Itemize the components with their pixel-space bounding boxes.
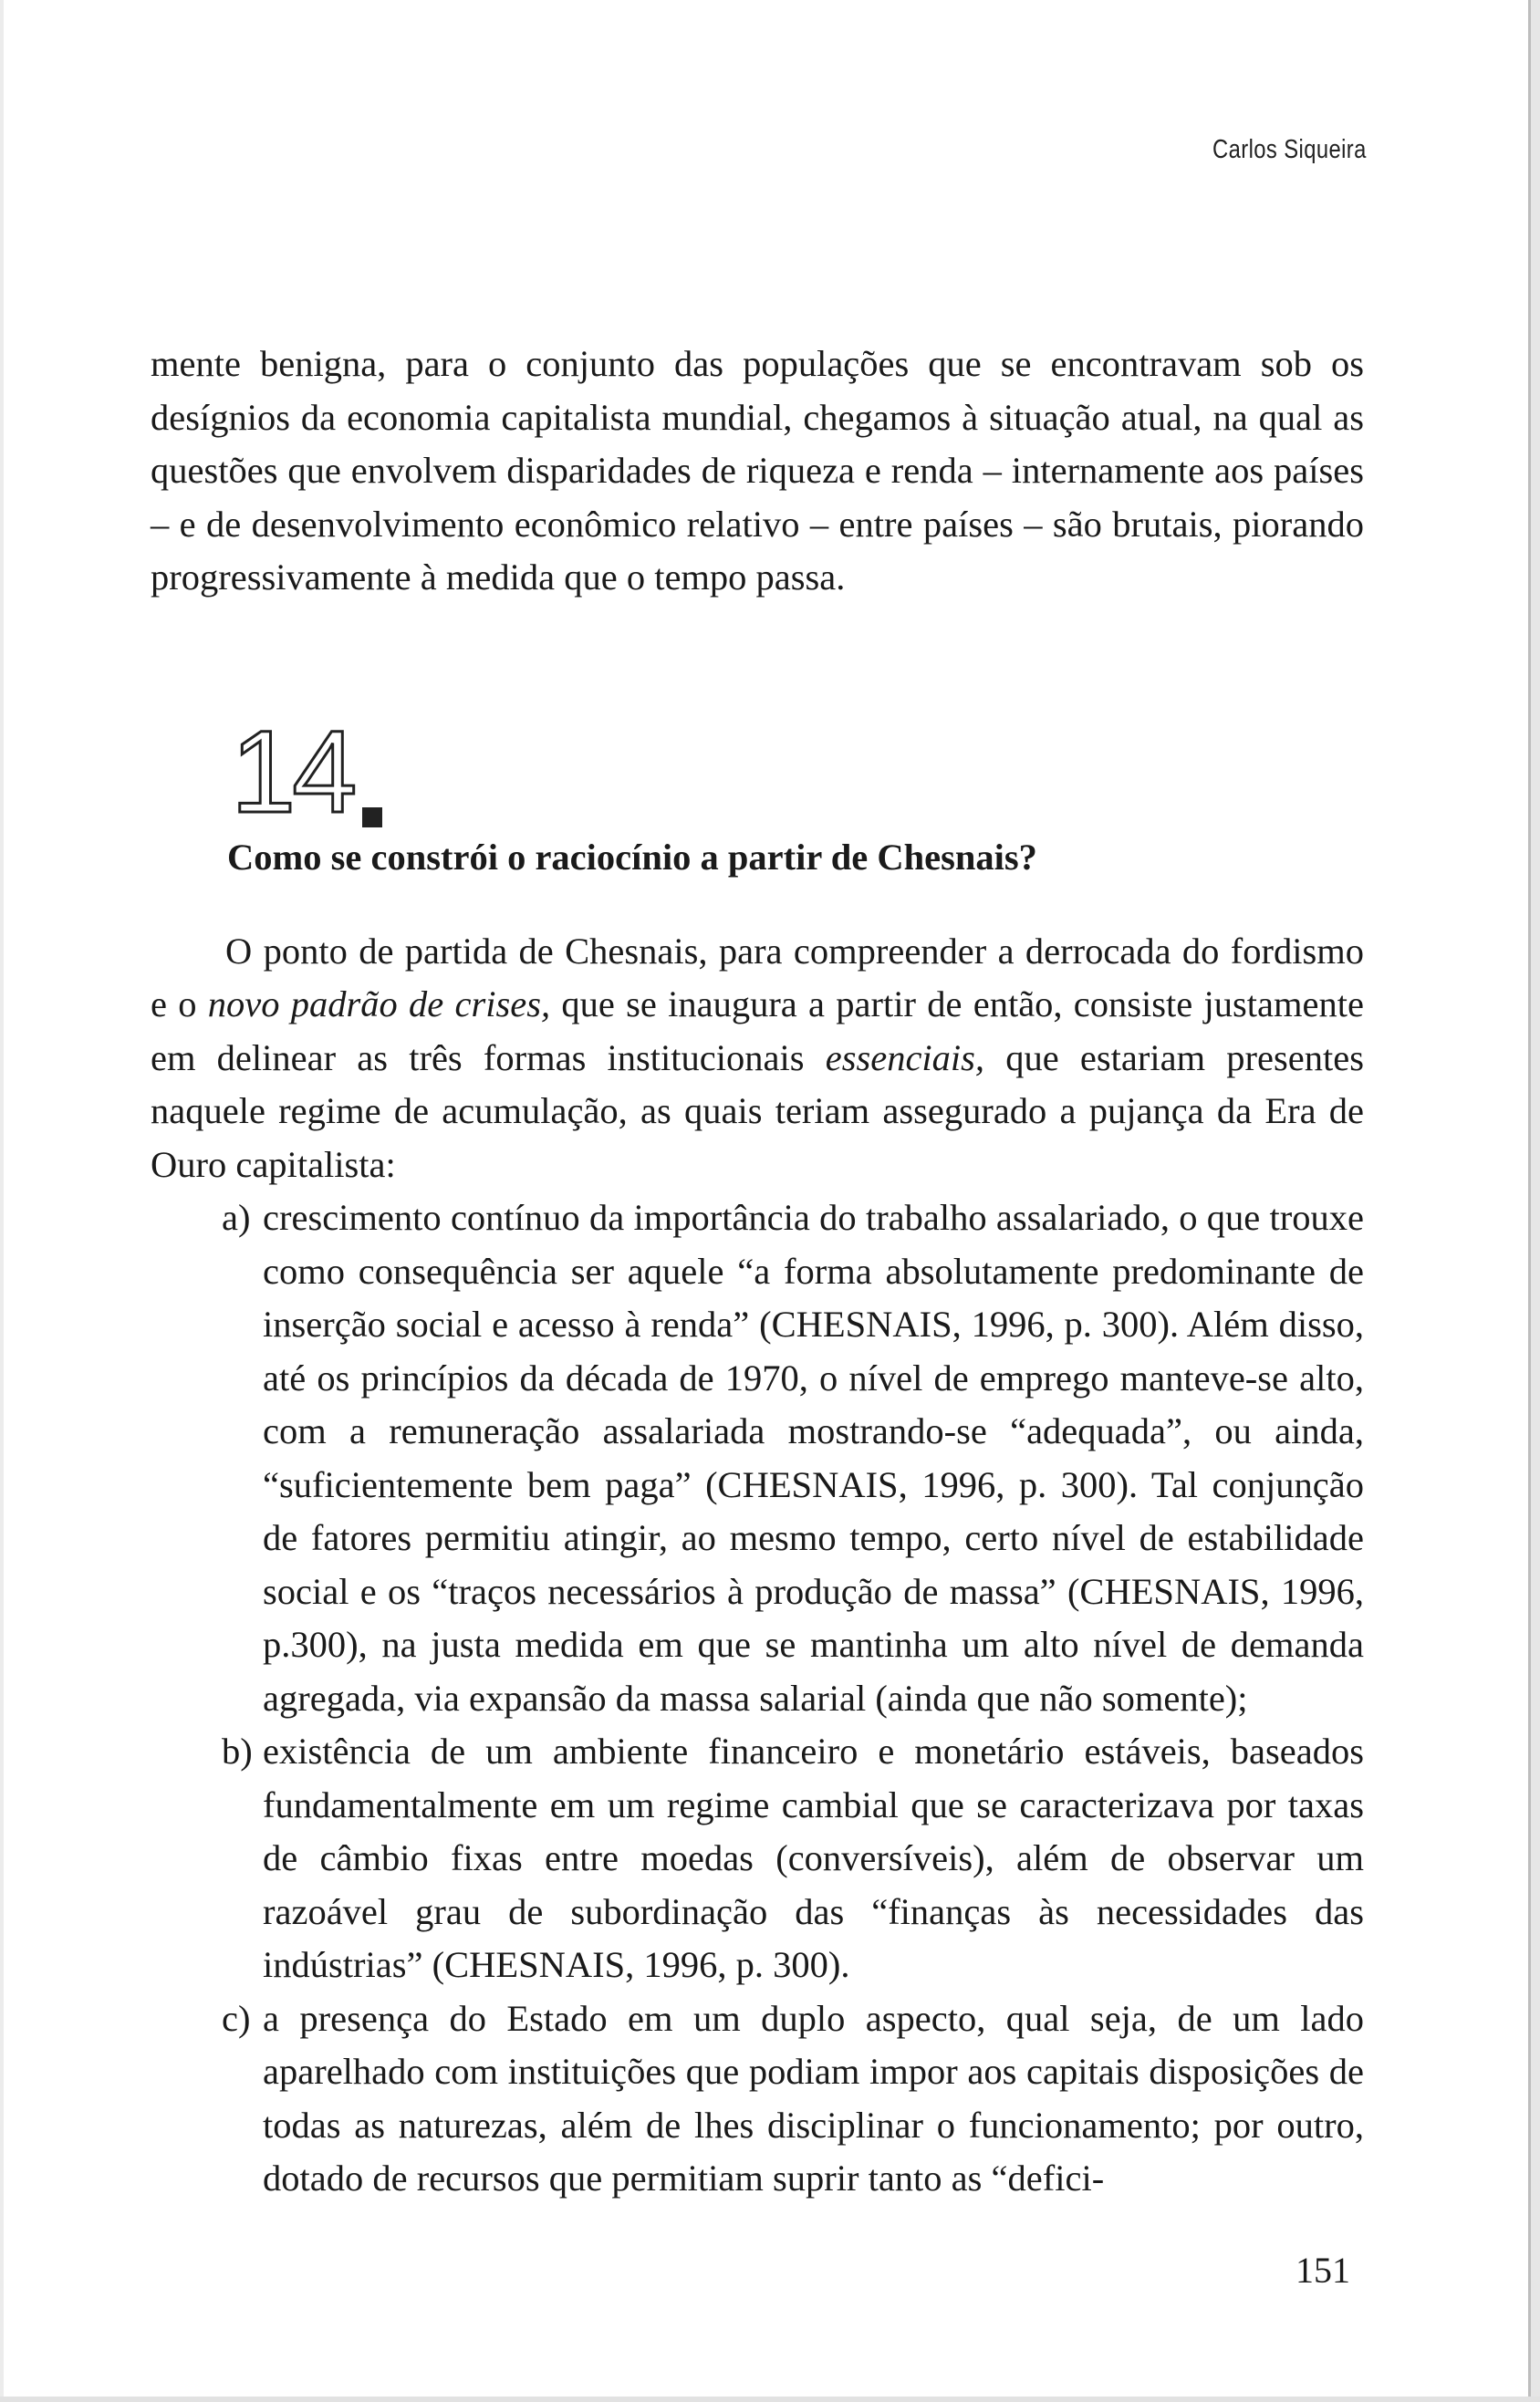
intro-paragraph: mente benigna, para o conjunto das populações que se encontravam sob os desígnios da economia capitalista mundial, chegamos à situação atual, na qual as questões que envolvem disparidades de riqueza e renda – internamente aos países – e de desenvolvimento econômico relativo – entre países – são brutais, piorando progressivamente à medida que o tempo passa. <box>151 343 1364 598</box>
list-item-marker: a) <box>222 1197 251 1238</box>
list-item <box>151 1191 1364 1725</box>
institutional-forms-list <box>151 1191 1364 2206</box>
list-item-text: crescimento contínuo da importância do trabalho assalariado, o que trouxe como consequência ser aquele “a forma absolutamente predominante de inserção social e acesso à renda” (CHESNAIS, 1996, p. 300). Além disso, até os princípios da década de 1970, o nível de emprego manteve-se alto, com a remuneração assalariada mostrando-se “adequada”, ou ainda, “suficientemente bem paga” (CHESNAIS, 1996, p. 300). Tal conjunção de fatores permitiu atingir, ao mesmo tempo, certo nível de estabilidade social e os “traços necessários à produção de massa” (CHESNAIS, 1996, p.300), na justa medida em que se mantinha um alto nível de demanda agregada, via expansão da massa salarial (ainda que não somente); <box>263 1197 1364 1719</box>
section-number <box>231 706 1364 837</box>
body-paragraph-italic2: essenciais, <box>825 1036 985 1078</box>
section-number-text: 14 <box>231 706 354 837</box>
list-item <box>151 1992 1364 2206</box>
page-number: 151 <box>1295 2250 1350 2291</box>
list-item-marker: b) <box>222 1731 253 1772</box>
scan-edge-right <box>1528 0 1540 2402</box>
scan-edge-left <box>0 0 4 2402</box>
body-paragraph-part2: que se inaugura a partir de então, consiste justamente em delinear as três formas institucionais <box>151 983 1364 1078</box>
list-item-text: a presença do Estado em um duplo aspecto, qual seja, de um lado aparelhado com instituições que podiam impor aos capitais disposições de todas as naturezas, além de lhes disciplinar o funcionamento; por outro, dotado de recursos que permitiam suprir tanto as “defici- <box>263 1997 1364 2199</box>
list-item-text: existência de um ambiente financeiro e monetário estáveis, baseados fundamentalmente em um regime cambial que se caracterizava por taxas de câmbio fixas entre moedas (conversíveis), além de observar um razoável grau de subordinação das “finanças às necessidades das indústrias” (CHESNAIS, 1996, p. 300). <box>263 1731 1364 1985</box>
body-paragraph <box>151 925 1364 1192</box>
page-content <box>151 338 1364 2206</box>
section-number-dot <box>362 807 382 827</box>
scan-edge-bottom <box>0 2397 1540 2402</box>
body-paragraph-part1: O ponto de partida de Chesnais, para compreender a derrocada do fordismo e o <box>151 930 1364 1024</box>
list-item <box>151 1725 1364 1992</box>
list-item-marker: c) <box>222 1997 251 2039</box>
body-paragraph-part3: que estariam presentes naquele regime de acumulação, as quais teriam assegurado a pujança da Era de Ouro capitalista: <box>151 1036 1364 1185</box>
section-title: Como se constrói o raciocínio a partir de Chesnais? <box>227 836 1037 878</box>
body-paragraph-italic1: novo padrão de crises, <box>207 983 551 1024</box>
running-head: Carlos Siqueira <box>1212 135 1367 164</box>
